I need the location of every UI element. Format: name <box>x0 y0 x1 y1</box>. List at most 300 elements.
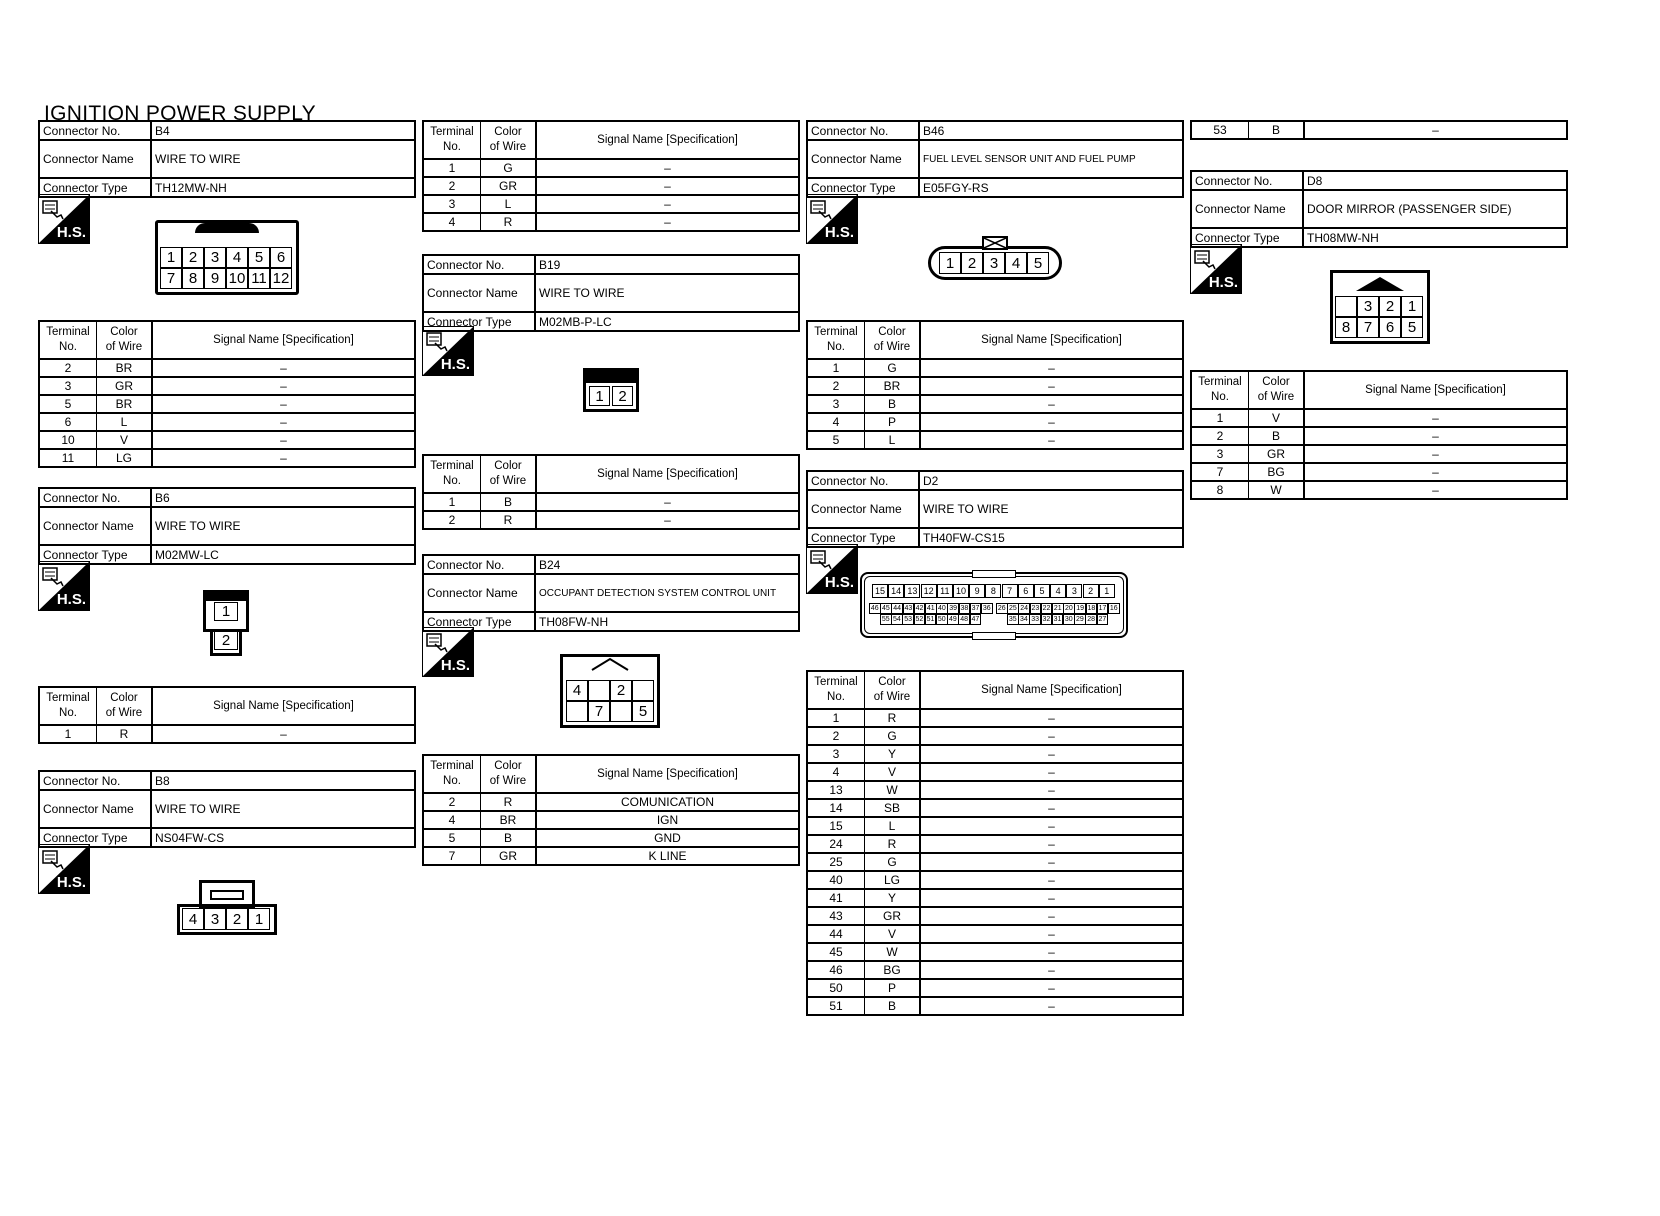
table-row <box>808 890 1182 908</box>
terminal-no: 3 <box>808 746 865 762</box>
table-row <box>808 746 1182 764</box>
pin: 5 <box>632 701 654 722</box>
terminal-no: 5 <box>808 432 865 448</box>
wire-color: SB <box>865 800 921 816</box>
wire-color: B <box>865 396 921 412</box>
hs-icon <box>806 544 858 594</box>
connector-name: DOOR MIRROR (PASSENGER SIDE) <box>1307 202 1512 216</box>
wire-color: B <box>481 494 537 510</box>
terminal-no: 2 <box>424 178 481 194</box>
table-row <box>424 812 798 830</box>
hs-label: H.S. <box>1208 274 1238 291</box>
label: Connector Name <box>424 275 536 311</box>
pin-empty <box>566 701 588 722</box>
table-row <box>40 432 414 450</box>
table-row <box>424 178 798 196</box>
terminal-no: 8 <box>1192 482 1249 498</box>
signal-name: – <box>664 179 671 193</box>
wire-color: BR <box>97 360 153 376</box>
pin: 7 <box>1002 584 1018 598</box>
terminal-table-b4 <box>38 320 416 468</box>
signal-name: – <box>1048 855 1055 869</box>
wire-color: B <box>1249 122 1305 138</box>
signal-name: – <box>1048 927 1055 941</box>
signal-name: – <box>1432 411 1439 425</box>
col-color: Color of Wire <box>865 322 921 358</box>
table-row <box>808 854 1182 872</box>
pin: 24 <box>1020 605 1029 612</box>
terminal-no: 24 <box>808 836 865 852</box>
table-header <box>808 672 1182 710</box>
pin: 1 <box>214 602 238 621</box>
terminal-no: 25 <box>808 854 865 870</box>
pin: 3 <box>983 252 1005 274</box>
signal-name: – <box>1048 963 1055 977</box>
key-icon <box>590 657 630 671</box>
terminal-no: 3 <box>808 396 865 412</box>
pin: 43 <box>904 605 913 612</box>
pin: 5 <box>1401 317 1423 338</box>
terminal-table-b6 <box>38 686 416 744</box>
connector-diagram-b6 <box>203 590 249 656</box>
table-row <box>1192 428 1566 446</box>
col-color: Color of Wire <box>481 122 537 158</box>
terminal-no: 1 <box>808 710 865 726</box>
signal-name: – <box>1048 361 1055 375</box>
connector-info-b8 <box>38 770 416 848</box>
pin: 1 <box>939 252 961 274</box>
pin: 27 <box>1098 616 1107 623</box>
signal-name: – <box>1048 981 1055 995</box>
pin: 52 <box>915 616 924 623</box>
connector-diagram-b4 <box>155 220 299 295</box>
pin: 8 <box>1335 317 1357 338</box>
table-row <box>424 794 798 812</box>
col-terminal: Terminal No. <box>424 756 481 792</box>
table-row <box>424 830 798 848</box>
pin: 4 <box>566 680 588 701</box>
terminal-no: 10 <box>40 432 97 448</box>
pin: 8 <box>985 584 1001 598</box>
signal-name: – <box>1432 465 1439 479</box>
connector-info-d8 <box>1190 170 1568 248</box>
terminal-table-d2 <box>806 670 1184 1016</box>
wire-color: BG <box>865 962 921 978</box>
terminal-table-b-first <box>422 120 800 232</box>
table-header <box>424 122 798 160</box>
connector-no: B46 <box>923 123 945 138</box>
pin: 10 <box>226 268 248 289</box>
label: Connector No. <box>424 556 536 573</box>
pin: 21 <box>1053 605 1062 612</box>
terminal-no: 2 <box>808 378 865 394</box>
pin: 5 <box>248 247 270 268</box>
terminal-table-b24 <box>422 754 800 866</box>
hs-label: H.S. <box>56 224 86 241</box>
pin-empty <box>610 701 632 722</box>
hs-icon <box>1190 244 1242 294</box>
pin: 6 <box>270 247 292 268</box>
connector-diagram-b24 <box>560 654 660 728</box>
connector-type: TH40FW-CS15 <box>923 530 1005 545</box>
signal-name: – <box>1048 729 1055 743</box>
col-color: Color of Wire <box>1249 372 1305 408</box>
connector-info-d2 <box>806 470 1184 548</box>
pin: 2 <box>961 252 983 274</box>
col-terminal: Terminal No. <box>808 322 865 358</box>
signal-name: COMUNICATION <box>620 795 715 809</box>
signal-name: – <box>664 513 671 527</box>
pin: 6 <box>1379 317 1401 338</box>
wire-color: G <box>865 360 921 376</box>
signal-name: – <box>280 433 287 447</box>
signal-name: – <box>664 215 671 229</box>
terminal-no: 1 <box>808 360 865 376</box>
pin: 12 <box>921 584 937 598</box>
table-row <box>808 432 1182 450</box>
table-row <box>808 728 1182 746</box>
terminal-no: 53 <box>1192 122 1249 138</box>
table-row <box>808 782 1182 800</box>
wire-color: BG <box>1249 464 1305 480</box>
terminal-no: 44 <box>808 926 865 942</box>
pin: 28 <box>1087 616 1096 623</box>
table-row <box>808 944 1182 962</box>
pin: 42 <box>915 605 924 612</box>
pin: 1 <box>248 908 270 930</box>
pin: 1 <box>1099 584 1115 598</box>
label: Connector Name <box>40 508 152 544</box>
label: Connector No. <box>40 122 152 139</box>
connector-name: FUEL LEVEL SENSOR UNIT AND FUEL PUMP <box>923 153 1136 165</box>
key-icon <box>1354 273 1406 293</box>
wire-color: W <box>865 944 921 960</box>
label: Connector Type <box>808 179 920 196</box>
hs-label: H.S. <box>440 657 470 674</box>
signal-name: – <box>1048 873 1055 887</box>
pin: 9 <box>204 268 226 289</box>
wire-color: G <box>865 728 921 744</box>
hs-label: H.S. <box>56 874 86 891</box>
terminal-no: 43 <box>808 908 865 924</box>
table-row <box>808 908 1182 926</box>
terminal-no: 2 <box>424 794 481 810</box>
table-row <box>40 360 414 378</box>
table-row <box>808 836 1182 854</box>
label: Connector No. <box>1192 172 1304 189</box>
table-row <box>808 962 1182 980</box>
signal-name: – <box>1432 447 1439 461</box>
pin: 15 <box>872 584 888 598</box>
pin: 17 <box>1098 605 1107 612</box>
connector-type: NS04FW-CS <box>155 830 225 845</box>
hs-label: H.S. <box>56 591 86 608</box>
pin: 10 <box>953 584 969 598</box>
pin: 1 <box>160 247 182 268</box>
col-color: Color of Wire <box>97 322 153 358</box>
terminal-no: 3 <box>1192 446 1249 462</box>
terminal-no: 4 <box>808 764 865 780</box>
table-row <box>40 414 414 432</box>
signal-name: – <box>1432 429 1439 443</box>
terminal-no: 5 <box>424 830 481 846</box>
signal-name: – <box>1048 891 1055 905</box>
label: Connector Name <box>40 791 152 827</box>
pin: 19 <box>1076 605 1085 612</box>
pin: 18 <box>1087 605 1096 612</box>
hs-label: H.S. <box>440 356 470 373</box>
signal-name: – <box>664 197 671 211</box>
terminal-no: 7 <box>424 848 481 864</box>
wire-color: Y <box>865 890 921 906</box>
wire-color: BR <box>481 812 537 828</box>
label: Connector Name <box>808 491 920 527</box>
wire-color: L <box>865 818 921 834</box>
hs-label: H.S. <box>824 574 854 591</box>
signal-name: K LINE <box>648 849 687 863</box>
terminal-no: 40 <box>808 872 865 888</box>
signal-name: GND <box>654 831 681 845</box>
label: Connector Name <box>424 575 536 611</box>
terminal-no: 4 <box>808 414 865 430</box>
terminal-no: 4 <box>424 214 481 230</box>
signal-name: – <box>1432 483 1439 497</box>
table-row <box>808 926 1182 944</box>
pin: 40 <box>938 605 946 612</box>
table-row <box>1192 122 1566 140</box>
label: Connector Type <box>808 529 920 546</box>
signal-name: – <box>1048 433 1055 447</box>
pin: 34 <box>1020 616 1028 623</box>
wire-color: R <box>481 512 537 528</box>
table-row <box>808 764 1182 782</box>
pin: 37 <box>971 605 980 612</box>
terminal-no: 6 <box>40 414 97 430</box>
pin: 3 <box>204 908 226 930</box>
pin: 2 <box>612 386 633 406</box>
col-signal: Signal Name [Specification] <box>213 333 354 346</box>
wire-color: W <box>865 782 921 798</box>
table-row <box>808 414 1182 432</box>
pin: 7 <box>588 701 610 722</box>
table-row <box>424 160 798 178</box>
terminal-no: 15 <box>808 818 865 834</box>
terminal-no: 41 <box>808 890 865 906</box>
connector-type: TH08MW-NH <box>1307 230 1379 245</box>
pin: 23 <box>1031 605 1040 612</box>
pin-empty <box>1335 296 1357 317</box>
connector-diagram-b8 <box>177 880 277 935</box>
wire-color: R <box>865 836 921 852</box>
pin: 47 <box>971 616 980 623</box>
connector-type: TH12MW-NH <box>155 180 227 195</box>
col-signal: Signal Name [Specification] <box>597 133 738 146</box>
wire-color: LG <box>97 450 153 466</box>
table-row <box>808 360 1182 378</box>
hs-icon <box>38 194 90 244</box>
label: Connector Type <box>40 179 152 196</box>
col-signal: Signal Name [Specification] <box>981 683 1122 696</box>
terminal-no: 3 <box>40 378 97 394</box>
pin: 7 <box>1357 317 1379 338</box>
col-terminal: Terminal No. <box>40 322 97 358</box>
pin-empty <box>588 680 610 701</box>
wire-color: L <box>97 414 153 430</box>
terminal-no: 51 <box>808 998 865 1014</box>
table-row <box>40 396 414 414</box>
col-terminal: Terminal No. <box>424 456 481 492</box>
table-row <box>1192 410 1566 428</box>
pin: 38 <box>960 605 969 612</box>
label: Connector Name <box>1192 191 1304 227</box>
wire-color: B <box>865 998 921 1014</box>
wire-color: B <box>1249 428 1305 444</box>
signal-name: – <box>280 451 287 465</box>
table-row <box>808 710 1182 728</box>
pin: 11 <box>937 584 953 598</box>
col-color: Color of Wire <box>481 756 537 792</box>
table-row <box>808 378 1182 396</box>
wire-color: W <box>1249 482 1305 498</box>
pin: 5 <box>1034 584 1050 598</box>
label: Connector Type <box>1192 229 1304 246</box>
pin: 29 <box>1076 616 1084 623</box>
col-signal: Signal Name [Specification] <box>597 767 738 780</box>
table-row <box>808 800 1182 818</box>
wire-color: L <box>481 196 537 212</box>
connector-info-b24 <box>422 554 800 632</box>
pin: 1 <box>589 386 610 406</box>
table-row <box>1192 446 1566 464</box>
pin: 48 <box>960 616 969 623</box>
table-row <box>40 378 414 396</box>
label: Connector No. <box>40 772 152 789</box>
table-row <box>40 450 414 468</box>
wire-color: R <box>481 214 537 230</box>
pin: 35 <box>1008 616 1017 623</box>
connector-info-b4 <box>38 120 416 198</box>
pin: 49 <box>949 616 957 623</box>
signal-name: – <box>1048 765 1055 779</box>
pin: 39 <box>949 605 958 612</box>
wire-color: V <box>865 926 921 942</box>
pin: 3 <box>204 247 226 268</box>
pin: 14 <box>888 584 904 598</box>
col-terminal: Terminal No. <box>808 672 865 708</box>
pin: 50 <box>937 616 946 623</box>
wire-color: R <box>865 710 921 726</box>
signal-name: – <box>1048 945 1055 959</box>
hs-icon <box>38 561 90 611</box>
wire-color: BR <box>97 396 153 412</box>
signal-name: – <box>1048 801 1055 815</box>
connector-no: B24 <box>539 557 561 572</box>
connector-name: WIRE TO WIRE <box>155 152 241 166</box>
terminal-no: 1 <box>424 494 481 510</box>
terminal-no: 13 <box>808 782 865 798</box>
connector-no: D2 <box>923 473 939 488</box>
terminal-table-d2-continued <box>1190 120 1568 140</box>
label: Connector Type <box>424 613 536 630</box>
table-row <box>808 872 1182 890</box>
pin: 4 <box>226 247 248 268</box>
pin: 44 <box>893 605 902 612</box>
signal-name: – <box>280 361 287 375</box>
signal-name: – <box>1048 747 1055 761</box>
hs-icon <box>806 194 858 244</box>
signal-name: – <box>1048 819 1055 833</box>
col-terminal: Terminal No. <box>40 688 97 724</box>
table-header <box>1192 372 1566 410</box>
hs-label: H.S. <box>824 224 854 241</box>
connector-no: B8 <box>155 773 170 788</box>
pin: 1 <box>1401 296 1423 317</box>
table-row <box>1192 482 1566 500</box>
connector-name: WIRE TO WIRE <box>539 286 625 300</box>
pin: 2 <box>610 680 632 701</box>
col-signal: Signal Name [Specification] <box>981 333 1122 346</box>
table-row <box>808 980 1182 998</box>
pin: 36 <box>982 605 991 612</box>
label: Connector No. <box>808 122 920 139</box>
pin: 51 <box>926 616 935 623</box>
pin: 54 <box>893 616 901 623</box>
connector-type: E05FGY-RS <box>923 180 989 195</box>
pin: 7 <box>160 268 182 289</box>
connector-no: B6 <box>155 490 170 505</box>
terminal-no: 2 <box>424 512 481 528</box>
signal-name: – <box>1048 379 1055 393</box>
table-row <box>808 818 1182 836</box>
label: Connector No. <box>808 472 920 489</box>
pin: 5 <box>1027 252 1049 274</box>
connector-name: WIRE TO WIRE <box>155 802 241 816</box>
pin: 12 <box>270 268 292 289</box>
pin: 45 <box>882 605 890 612</box>
connector-info-b46 <box>806 120 1184 198</box>
wire-color: B <box>481 830 537 846</box>
wire-color: GR <box>481 848 537 864</box>
wire-color: Y <box>865 746 921 762</box>
table-header <box>424 756 798 794</box>
terminal-no: 7 <box>1192 464 1249 480</box>
terminal-no: 1 <box>40 726 97 742</box>
wire-color: LG <box>865 872 921 888</box>
pin: 3 <box>1357 296 1379 317</box>
label: Connector No. <box>40 489 152 506</box>
signal-name: – <box>1048 783 1055 797</box>
connector-diagram-b46 <box>928 236 1062 280</box>
label: Connector Type <box>40 829 152 846</box>
connector-name: OCCUPANT DETECTION SYSTEM CONTROL UNIT <box>539 587 777 599</box>
pin: 4 <box>182 908 204 930</box>
hs-icon <box>38 844 90 894</box>
table-row <box>424 214 798 232</box>
terminal-no: 4 <box>424 812 481 828</box>
wire-color: BR <box>865 378 921 394</box>
signal-name: – <box>664 495 671 509</box>
terminal-no: 46 <box>808 962 865 978</box>
connector-type: M02MW-LC <box>155 547 219 562</box>
table-header <box>808 322 1182 360</box>
pin: 9 <box>969 584 985 598</box>
label: Connector Type <box>424 313 536 330</box>
wire-color: V <box>865 764 921 780</box>
connector-type: M02MB-P-LC <box>539 314 612 329</box>
signal-name: – <box>664 161 671 175</box>
terminal-no: 14 <box>808 800 865 816</box>
pin: 32 <box>1042 616 1051 623</box>
